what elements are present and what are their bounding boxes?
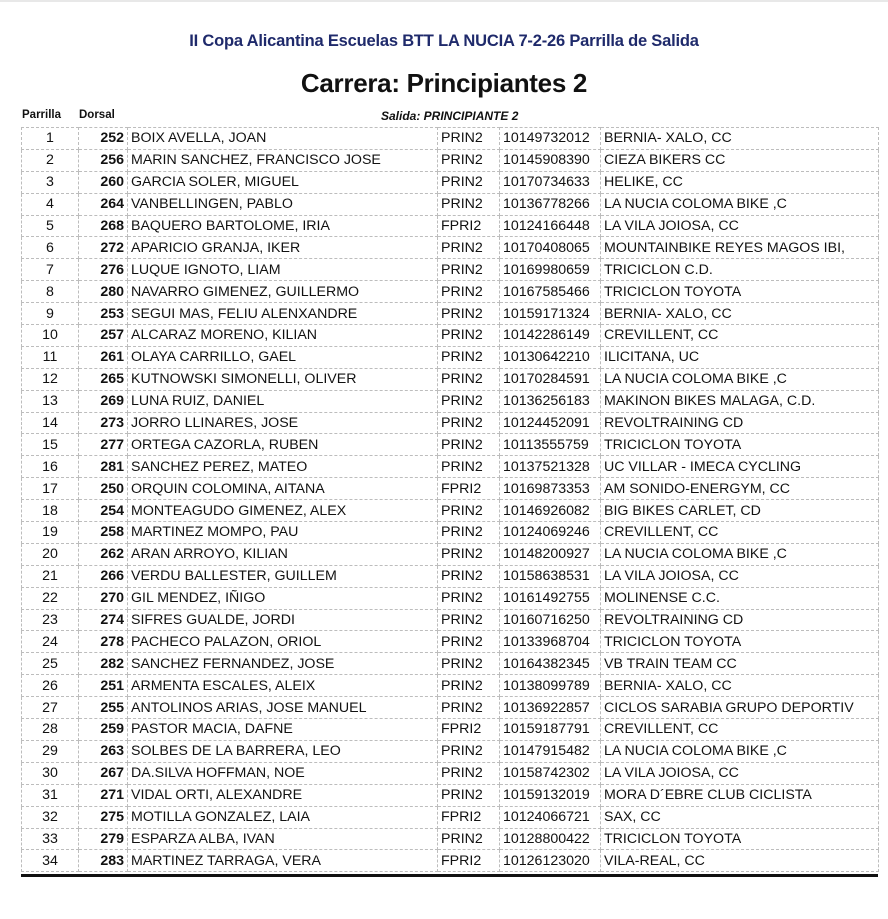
club-name: CREVILLENT, CC — [601, 325, 879, 347]
table-row — [22, 346, 879, 368]
bib-number: 281 — [79, 456, 128, 478]
licence-number: 10170284591 — [500, 368, 601, 390]
licence-number: 10136256183 — [500, 390, 601, 412]
rider-name: MONTEAGUDO GIMENEZ, ALEX — [128, 500, 438, 522]
race-title: Carrera: Principiantes 2 — [300, 68, 588, 98]
rider-name: ANTOLINOS ARIAS, JOSE MANUEL — [128, 697, 438, 719]
bib-number: 273 — [79, 412, 128, 434]
grid-position: 16 — [22, 456, 79, 478]
grid-position: 24 — [22, 631, 79, 653]
club-name: AM SONIDO-ENERGYM, CC — [601, 478, 879, 500]
grid-position: 14 — [22, 412, 79, 434]
grid-position: 15 — [22, 434, 79, 456]
table-row — [22, 456, 879, 478]
table-row — [22, 193, 879, 215]
grid-position: 4 — [22, 193, 79, 215]
table-row — [22, 128, 879, 150]
category: PRIN2 — [438, 784, 500, 806]
bib-number: 283 — [79, 850, 128, 872]
category: PRIN2 — [438, 762, 500, 784]
grid-position: 8 — [22, 281, 79, 303]
grid-position: 1 — [22, 128, 79, 150]
club-name: HELIKE, CC — [601, 171, 879, 193]
club-name: MOLINENSE C.C. — [601, 587, 879, 609]
rider-name: OLAYA CARRILLO, GAEL — [128, 346, 438, 368]
grid-position: 31 — [22, 784, 79, 806]
rider-name: BOIX AVELLA, JOAN — [128, 128, 438, 150]
category: PRIN2 — [438, 653, 500, 675]
bib-number: 259 — [79, 719, 128, 741]
table-row — [22, 434, 879, 456]
club-name: CIEZA BIKERS CC — [601, 149, 879, 171]
table-row — [22, 631, 879, 653]
grid-position: 29 — [22, 740, 79, 762]
grid-position: 27 — [22, 697, 79, 719]
club-name: CREVILLENT, CC — [601, 719, 879, 741]
rider-name: SANCHEZ FERNANDEZ, JOSE — [128, 653, 438, 675]
licence-number: 10158742302 — [500, 762, 601, 784]
table-row — [22, 303, 879, 325]
bib-number: 251 — [79, 675, 128, 697]
table-row — [22, 850, 879, 872]
rider-name: SOLBES DE LA BARRERA, LEO — [128, 740, 438, 762]
licence-number: 10169873353 — [500, 478, 601, 500]
licence-number: 10124066721 — [500, 806, 601, 828]
rider-name: ESPARZA ALBA, IVAN — [128, 828, 438, 850]
licence-number: 10124166448 — [500, 215, 601, 237]
rider-name: SANCHEZ PEREZ, MATEO — [128, 456, 438, 478]
bib-number: 263 — [79, 740, 128, 762]
start-grid-body — [22, 128, 879, 872]
bib-number: 268 — [79, 215, 128, 237]
category: PRIN2 — [438, 259, 500, 281]
category: PRIN2 — [438, 500, 500, 522]
club-name: LA VILA JOIOSA, CC — [601, 762, 879, 784]
grid-position: 28 — [22, 719, 79, 741]
table-row — [22, 215, 879, 237]
bib-number: 255 — [79, 697, 128, 719]
category: PRIN2 — [438, 828, 500, 850]
rider-name: MOTILLA GONZALEZ, LAIA — [128, 806, 438, 828]
grid-position: 25 — [22, 653, 79, 675]
licence-number: 10159187791 — [500, 719, 601, 741]
category: FPRI2 — [438, 806, 500, 828]
licence-number: 10158638531 — [500, 565, 601, 587]
grid-position: 12 — [22, 368, 79, 390]
bib-number: 266 — [79, 565, 128, 587]
grid-position: 21 — [22, 565, 79, 587]
table-row — [22, 697, 879, 719]
grid-position: 10 — [22, 325, 79, 347]
grid-position: 7 — [22, 259, 79, 281]
licence-number: 10161492755 — [500, 587, 601, 609]
licence-number: 10159132019 — [500, 784, 601, 806]
table-row — [22, 675, 879, 697]
club-name: TRICICLON TOYOTA — [601, 828, 879, 850]
rider-name: ARMENTA ESCALES, ALEIX — [128, 675, 438, 697]
table-row — [22, 522, 879, 544]
rider-name: PASTOR MACIA, DAFNE — [128, 719, 438, 741]
rider-name: KUTNOWSKI SIMONELLI, OLIVER — [128, 368, 438, 390]
bib-number: 275 — [79, 806, 128, 828]
table-row — [22, 740, 879, 762]
bib-number: 252 — [79, 128, 128, 150]
club-name: ILICITANA, UC — [601, 346, 879, 368]
licence-number: 10145908390 — [500, 149, 601, 171]
rider-name: DA.SILVA HOFFMAN, NOE — [128, 762, 438, 784]
rider-name: VANBELLINGEN, PABLO — [128, 193, 438, 215]
grid-position: 6 — [22, 237, 79, 259]
column-header-dorsal: Dorsal — [79, 109, 115, 121]
licence-number: 10169980659 — [500, 259, 601, 281]
club-name: TRICICLON C.D. — [601, 259, 879, 281]
rider-name: NAVARRO GIMENEZ, GUILLERMO — [128, 281, 438, 303]
bib-number: 264 — [79, 193, 128, 215]
club-name: TRICICLON TOYOTA — [601, 434, 879, 456]
bib-number: 280 — [79, 281, 128, 303]
club-name: LA NUCIA COLOMA BIKE ,C — [601, 543, 879, 565]
table-row — [22, 368, 879, 390]
table-row — [22, 653, 879, 675]
category: PRIN2 — [438, 434, 500, 456]
category: PRIN2 — [438, 587, 500, 609]
table-row — [22, 281, 879, 303]
rider-name: APARICIO GRANJA, IKER — [128, 237, 438, 259]
club-name: MOUNTAINBIKE REYES MAGOS IBI, — [601, 237, 879, 259]
rider-name: GIL MENDEZ, IÑIGO — [128, 587, 438, 609]
category: FPRI2 — [438, 215, 500, 237]
table-row — [22, 412, 879, 434]
grid-position: 23 — [22, 609, 79, 631]
club-name: LA NUCIA COLOMA BIKE ,C — [601, 368, 879, 390]
club-name: BERNIA- XALO, CC — [601, 303, 879, 325]
bib-number: 262 — [79, 543, 128, 565]
licence-number: 10133968704 — [500, 631, 601, 653]
licence-number: 10142286149 — [500, 325, 601, 347]
category: PRIN2 — [438, 565, 500, 587]
table-row — [22, 325, 879, 347]
category: PRIN2 — [438, 237, 500, 259]
grid-position: 22 — [22, 587, 79, 609]
category: PRIN2 — [438, 281, 500, 303]
grid-position: 30 — [22, 762, 79, 784]
club-name: SAX, CC — [601, 806, 879, 828]
licence-number: 10167585466 — [500, 281, 601, 303]
club-name: BIG BIKES CARLET, CD — [601, 500, 879, 522]
category: PRIN2 — [438, 171, 500, 193]
club-name: MAKINON BIKES MALAGA, C.D. — [601, 390, 879, 412]
rider-name: ARAN ARROYO, KILIAN — [128, 543, 438, 565]
licence-number: 10170408065 — [500, 237, 601, 259]
club-name: VILA-REAL, CC — [601, 850, 879, 872]
grid-position: 5 — [22, 215, 79, 237]
club-name: BERNIA- XALO, CC — [601, 128, 879, 150]
licence-number: 10159171324 — [500, 303, 601, 325]
licence-number: 10138099789 — [500, 675, 601, 697]
licence-number: 10147915482 — [500, 740, 601, 762]
licence-number: 10124069246 — [500, 522, 601, 544]
table-row — [22, 565, 879, 587]
category: PRIN2 — [438, 193, 500, 215]
rider-name: LUNA RUIZ, DANIEL — [128, 390, 438, 412]
bib-number: 279 — [79, 828, 128, 850]
table-row — [22, 259, 879, 281]
grid-position: 34 — [22, 850, 79, 872]
category: FPRI2 — [438, 850, 500, 872]
club-name: LA VILA JOIOSA, CC — [601, 565, 879, 587]
rider-name: MARTINEZ MOMPO, PAU — [128, 522, 438, 544]
category: PRIN2 — [438, 740, 500, 762]
table-row — [22, 609, 879, 631]
category: PRIN2 — [438, 325, 500, 347]
club-name: CREVILLENT, CC — [601, 522, 879, 544]
table-row — [22, 806, 879, 828]
rider-name: LUQUE IGNOTO, LIAM — [128, 259, 438, 281]
club-name: REVOLTRAINING CD — [601, 412, 879, 434]
club-name: BERNIA- XALO, CC — [601, 675, 879, 697]
club-name: VB TRAIN TEAM CC — [601, 653, 879, 675]
bib-number: 265 — [79, 368, 128, 390]
category: PRIN2 — [438, 697, 500, 719]
table-row — [22, 390, 879, 412]
bib-number: 276 — [79, 259, 128, 281]
bib-number: 261 — [79, 346, 128, 368]
licence-number: 10149732012 — [500, 128, 601, 150]
event-title: II Copa Alicantina Escuelas BTT LA NUCIA 7-2-26 Parrilla de Salida — [189, 32, 699, 50]
rider-name: PACHECO PALAZON, ORIOL — [128, 631, 438, 653]
bib-number: 253 — [79, 303, 128, 325]
rider-name: GARCIA SOLER, MIGUEL — [128, 171, 438, 193]
bib-number: 271 — [79, 784, 128, 806]
rider-name: SEGUI MAS, FELIU ALENXANDRE — [128, 303, 438, 325]
table-row — [22, 587, 879, 609]
licence-number: 10136778266 — [500, 193, 601, 215]
table-row — [22, 719, 879, 741]
rider-name: ALCARAZ MORENO, KILIAN — [128, 325, 438, 347]
bib-number: 272 — [79, 237, 128, 259]
licence-number: 10160716250 — [500, 609, 601, 631]
table-row — [22, 478, 879, 500]
category: PRIN2 — [438, 303, 500, 325]
category: PRIN2 — [438, 412, 500, 434]
rider-name: BAQUERO BARTOLOME, IRIA — [128, 215, 438, 237]
category: PRIN2 — [438, 149, 500, 171]
table-row — [22, 762, 879, 784]
salida-label: Salida: PRINCIPIANTE 2 — [381, 109, 519, 123]
bib-number: 257 — [79, 325, 128, 347]
category: FPRI2 — [438, 478, 500, 500]
club-name: TRICICLON TOYOTA — [601, 631, 879, 653]
rider-name: ORTEGA CAZORLA, RUBEN — [128, 434, 438, 456]
table-row — [22, 149, 879, 171]
licence-number: 10128800422 — [500, 828, 601, 850]
licence-number: 10126123020 — [500, 850, 601, 872]
bib-number: 277 — [79, 434, 128, 456]
bib-number: 256 — [79, 149, 128, 171]
club-name: LA NUCIA COLOMA BIKE ,C — [601, 740, 879, 762]
bib-number: 282 — [79, 653, 128, 675]
table-row — [22, 500, 879, 522]
licence-number: 10164382345 — [500, 653, 601, 675]
rider-name: MARTINEZ TARRAGA, VERA — [128, 850, 438, 872]
club-name: UC VILLAR - IMECA CYCLING — [601, 456, 879, 478]
start-grid-table — [21, 127, 879, 872]
licence-number: 10146926082 — [500, 500, 601, 522]
bib-number: 260 — [79, 171, 128, 193]
bib-number: 278 — [79, 631, 128, 653]
licence-number: 10130642210 — [500, 346, 601, 368]
grid-position: 2 — [22, 149, 79, 171]
bib-number: 274 — [79, 609, 128, 631]
rider-name: VERDU BALLESTER, GUILLEM — [128, 565, 438, 587]
licence-number: 10124452091 — [500, 412, 601, 434]
bib-number: 254 — [79, 500, 128, 522]
grid-position: 26 — [22, 675, 79, 697]
licence-number: 10136922857 — [500, 697, 601, 719]
club-name: CICLOS SARABIA GRUPO DEPORTIV — [601, 697, 879, 719]
grid-position: 11 — [22, 346, 79, 368]
grid-position: 17 — [22, 478, 79, 500]
table-row — [22, 828, 879, 850]
licence-number: 10148200927 — [500, 543, 601, 565]
bib-number: 250 — [79, 478, 128, 500]
category: PRIN2 — [438, 128, 500, 150]
grid-position: 32 — [22, 806, 79, 828]
bib-number: 270 — [79, 587, 128, 609]
club-name: MORA D´EBRE CLUB CICLISTA — [601, 784, 879, 806]
category: PRIN2 — [438, 522, 500, 544]
table-row — [22, 171, 879, 193]
category: PRIN2 — [438, 543, 500, 565]
category: PRIN2 — [438, 390, 500, 412]
rider-name: JORRO LLINARES, JOSE — [128, 412, 438, 434]
grid-position: 13 — [22, 390, 79, 412]
grid-position: 18 — [22, 500, 79, 522]
category: FPRI2 — [438, 719, 500, 741]
bottom-rule — [21, 874, 878, 877]
grid-position: 20 — [22, 543, 79, 565]
category: PRIN2 — [438, 456, 500, 478]
grid-position: 3 — [22, 171, 79, 193]
grid-position: 33 — [22, 828, 79, 850]
grid-position: 9 — [22, 303, 79, 325]
bib-number: 267 — [79, 762, 128, 784]
licence-number: 10170734633 — [500, 171, 601, 193]
grid-position: 19 — [22, 522, 79, 544]
club-name: LA VILA JOIOSA, CC — [601, 215, 879, 237]
rider-name: MARIN SANCHEZ, FRANCISCO JOSE — [128, 149, 438, 171]
rider-name: VIDAL ORTI, ALEXANDRE — [128, 784, 438, 806]
bib-number: 269 — [79, 390, 128, 412]
licence-number: 10113555759 — [500, 434, 601, 456]
category: PRIN2 — [438, 368, 500, 390]
rider-name: SIFRES GUALDE, JORDI — [128, 609, 438, 631]
table-row — [22, 237, 879, 259]
top-border — [0, 0, 888, 2]
table-row — [22, 543, 879, 565]
bib-number: 258 — [79, 522, 128, 544]
category: PRIN2 — [438, 631, 500, 653]
club-name: TRICICLON TOYOTA — [601, 281, 879, 303]
column-header-parrilla: Parrilla — [22, 109, 61, 121]
club-name: LA NUCIA COLOMA BIKE ,C — [601, 193, 879, 215]
club-name: REVOLTRAINING CD — [601, 609, 879, 631]
licence-number: 10137521328 — [500, 456, 601, 478]
category: PRIN2 — [438, 346, 500, 368]
rider-name: ORQUIN COLOMINA, AITANA — [128, 478, 438, 500]
category: PRIN2 — [438, 609, 500, 631]
table-row — [22, 784, 879, 806]
category: PRIN2 — [438, 675, 500, 697]
